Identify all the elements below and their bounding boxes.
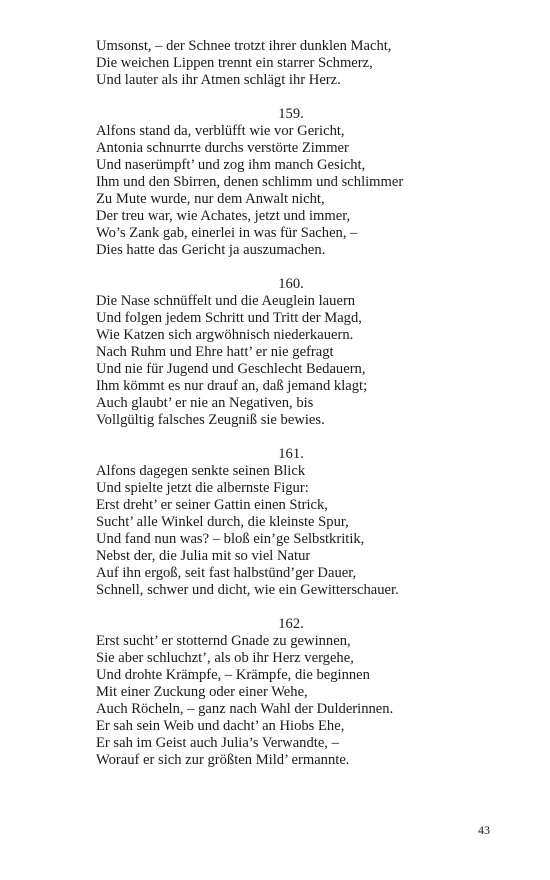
verse-line: Erst dreht’ er seiner Gattin einen Strick, (96, 497, 328, 513)
stanza-number: 160. (278, 276, 304, 292)
verse-line: Und nie für Jugend und Geschlecht Bedauern, (96, 361, 366, 377)
stanza-number: 162. (278, 616, 304, 632)
verse-line: Erst sucht’ er stotternd Gnade zu gewinnen, (96, 633, 351, 649)
verse-line: Ihm kömmt es nur drauf an, daß jemand klagt; (96, 378, 368, 394)
verse-line: Und lauter als ihr Atmen schlägt ihr Herz. (96, 72, 341, 88)
stanza-number: 161. (278, 446, 304, 462)
page-number: 43 (478, 823, 490, 837)
verse-line: Mit einer Zuckung oder einer Wehe, (96, 684, 308, 700)
verse-line: Und drohte Krämpfe, – Krämpfe, die beginnen (96, 667, 370, 683)
stanza (96, 446, 456, 599)
verse-line: Nebst der, die Julia mit so viel Natur (96, 548, 311, 564)
verse-line: Wie Katzen sich argwöhnisch niederkauern. (96, 327, 354, 343)
verse-line: Nach Ruhm und Ehre hatt’ er nie gefragt (96, 344, 334, 360)
verse-line: Und naserümpft’ und zog ihm manch Gesicht, (96, 157, 366, 173)
verse-line: Und fand nun was? – bloß ein’ge Selbstkritik, (96, 531, 365, 547)
verse-line: Auf ihn ergoß, seit fast halbstünd’ger Dauer, (96, 565, 357, 581)
verse-line: Sucht’ alle Winkel durch, die kleinste Spur, (96, 514, 349, 530)
verse-line: Die weichen Lippen trennt ein starrer Schmerz, (96, 55, 373, 71)
stanza (96, 38, 456, 89)
verse-line: Worauf er sich zur größten Mild’ ermannte. (96, 752, 350, 768)
verse-line: Ihm und den Sbirren, denen schlimm und schlimmer (96, 174, 404, 190)
verse-line: Er sah im Geist auch Julia’s Verwandte, – (96, 735, 339, 751)
verse-line: Auch glaubt’ er nie an Negativen, bis (96, 395, 314, 411)
verse-line: Alfons stand da, verblüfft wie vor Gericht, (96, 123, 345, 139)
verse-line: Und spielte jetzt die albernste Figur: (96, 480, 309, 496)
verse-line: Der treu war, wie Achates, jetzt und immer, (96, 208, 351, 224)
verse-line: Alfons dagegen senkte seinen Blick (96, 463, 306, 479)
verse-line: Zu Mute wurde, nur dem Anwalt nicht, (96, 191, 325, 207)
stanza (96, 616, 456, 769)
poem-text (96, 38, 456, 769)
verse-line: Er sah sein Weib und dacht’ an Hiobs Ehe, (96, 718, 345, 734)
verse-line: Dies hatte das Gericht ja auszumachen. (96, 242, 326, 258)
verse-line: Umsonst, – der Schnee trotzt ihrer dunklen Macht, (96, 38, 392, 54)
verse-line: Wo’s Zank gab, einerlei in was für Sachen, – (96, 225, 358, 241)
stanza-number: 159. (278, 106, 304, 122)
verse-line: Und folgen jedem Schritt und Tritt der Magd, (96, 310, 362, 326)
verse-line: Vollgültig falsches Zeugniß sie bewies. (96, 412, 325, 428)
verse-line: Schnell, schwer und dicht, wie ein Gewitterschauer. (96, 582, 399, 598)
verse-line: Auch Röcheln, – ganz nach Wahl der Dulderinnen. (96, 701, 394, 717)
verse-line: Die Nase schnüffelt und die Aeuglein lauern (96, 293, 356, 309)
stanza (96, 106, 456, 259)
stanza (96, 276, 456, 429)
verse-line: Sie aber schluchzt’, als ob ihr Herz vergehe, (96, 650, 354, 666)
verse-line: Antonia schnurrte durchs verstörte Zimmer (96, 140, 349, 156)
